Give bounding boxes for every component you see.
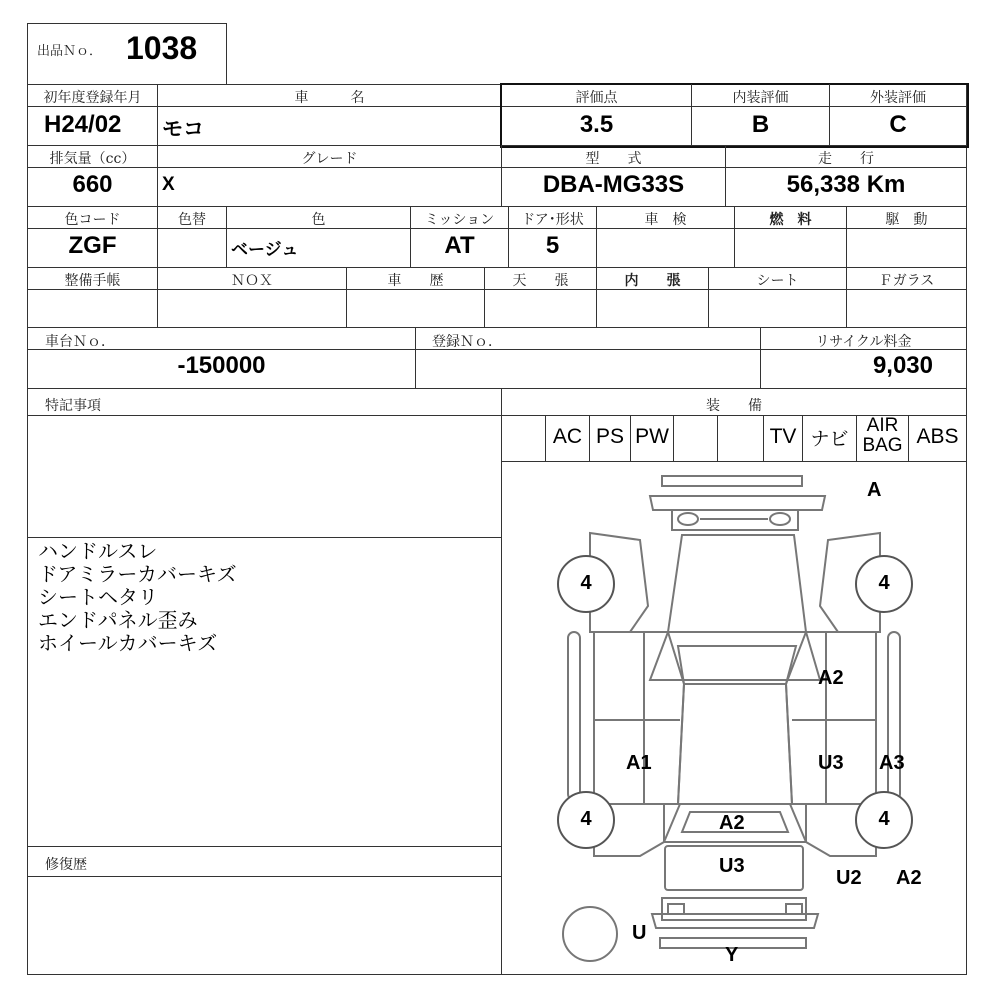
mission-label: ミッション — [424, 212, 495, 228]
model-value: DBA-MG33S — [542, 171, 685, 198]
score-label: 評価点 — [575, 90, 618, 106]
reg-label: 登録Ｎｏ． — [432, 334, 502, 350]
year-label: 初年度登録年月 — [43, 90, 142, 106]
repair-label: 修復歴 — [45, 857, 87, 873]
equip-pw: PW — [635, 425, 669, 448]
glass-label: Ｆガラス — [878, 273, 935, 289]
note-line: シートヘタリ — [38, 585, 158, 609]
cc-value: 660 — [72, 171, 113, 198]
note-line: ハンドルスレ — [38, 539, 158, 563]
door-value: 5 — [545, 232, 560, 259]
mark-right-pillar: U3 — [818, 752, 844, 774]
drive-label: 駆 動 — [885, 212, 928, 228]
equip-ac: AC — [552, 425, 583, 448]
mark-hood-right: A2 — [818, 667, 844, 689]
tire-rear-right: 4 — [878, 808, 890, 830]
recycle-value: 9,030 — [872, 352, 933, 379]
mileage-value: 56,338 Km — [786, 171, 906, 198]
seat-label: シート — [756, 273, 799, 289]
nox-label: ＮＯＸ — [231, 273, 273, 289]
name-label: 車 名 — [294, 90, 365, 106]
fuel-label: 燃 料 — [769, 212, 812, 228]
car-diagram — [502, 462, 966, 974]
mark-front: A — [867, 479, 882, 501]
repaint-label: 色替 — [178, 212, 206, 228]
equip-airbag-line2: BAG — [862, 435, 903, 456]
mission-value: AT — [444, 232, 475, 259]
cc-label: 排気量（cc） — [49, 151, 136, 167]
interior-value: B — [751, 111, 770, 138]
interior-label: 内装評価 — [732, 90, 789, 106]
grade-label: グレード — [301, 151, 358, 167]
lot-number: 1038 — [126, 30, 198, 66]
note-line: エンドパネル歪み — [38, 608, 198, 632]
roof-label: 天 張 — [512, 273, 569, 289]
lot-label: 出品Ｎｏ． — [37, 44, 103, 59]
equip-abs: ABS — [916, 425, 959, 448]
equip-navi: ナビ — [810, 428, 849, 450]
equip-airbag-line1: AIR — [866, 415, 899, 436]
mark-left-side: A1 — [626, 752, 652, 774]
equip-airbag — [857, 416, 908, 456]
chassis-label: 車台Ｎｏ． — [45, 334, 115, 350]
color-code-value: ZGF — [68, 232, 117, 259]
tire-front-left: 4 — [580, 572, 592, 594]
mark-right-side: A3 — [879, 752, 905, 774]
notes-list — [38, 540, 237, 655]
inspection-label: 車 検 — [644, 212, 687, 228]
equip-tv: TV — [769, 425, 797, 448]
history-label: 車 歴 — [387, 273, 444, 289]
mark-rear-right: U2 — [836, 867, 862, 889]
model-label: 型 式 — [585, 151, 642, 167]
color-code-label: 色コード — [64, 212, 121, 228]
equip-ps: PS — [595, 425, 624, 448]
exterior-label: 外装評価 — [870, 90, 926, 106]
name-value: モコ — [162, 117, 204, 141]
book-label: 整備手帳 — [64, 273, 121, 289]
mark-rear-corner: A2 — [896, 867, 922, 889]
mark-rear-bumper-left: U — [632, 922, 647, 944]
notes-label: 特記事項 — [45, 398, 101, 414]
equipment-label: 装 備 — [706, 398, 762, 414]
mark-rear-bottom: Y — [725, 944, 739, 966]
mark-rear-panel: A2 — [719, 812, 745, 834]
tire-rear-left: 4 — [580, 808, 592, 830]
mark-trunk: U3 — [719, 855, 745, 877]
exterior-value: C — [889, 111, 907, 138]
color-label: 色 — [311, 212, 326, 228]
score-value: 3.5 — [579, 111, 614, 138]
note-line: ホイールカバーキズ — [38, 631, 218, 655]
door-label: ドア･形状 — [521, 212, 584, 228]
year-value: H24/02 — [44, 111, 122, 138]
color-value: ベージュ — [231, 240, 299, 260]
grade-value: X — [162, 174, 175, 195]
recycle-label: リサイクル料金 — [815, 334, 912, 350]
note-line: ドアミラーカバーキズ — [38, 562, 237, 586]
mileage-label: 走 行 — [818, 151, 874, 167]
tire-front-right: 4 — [878, 572, 890, 594]
chassis-value: -150000 — [177, 352, 266, 379]
inner-label: 内 張 — [624, 273, 681, 289]
